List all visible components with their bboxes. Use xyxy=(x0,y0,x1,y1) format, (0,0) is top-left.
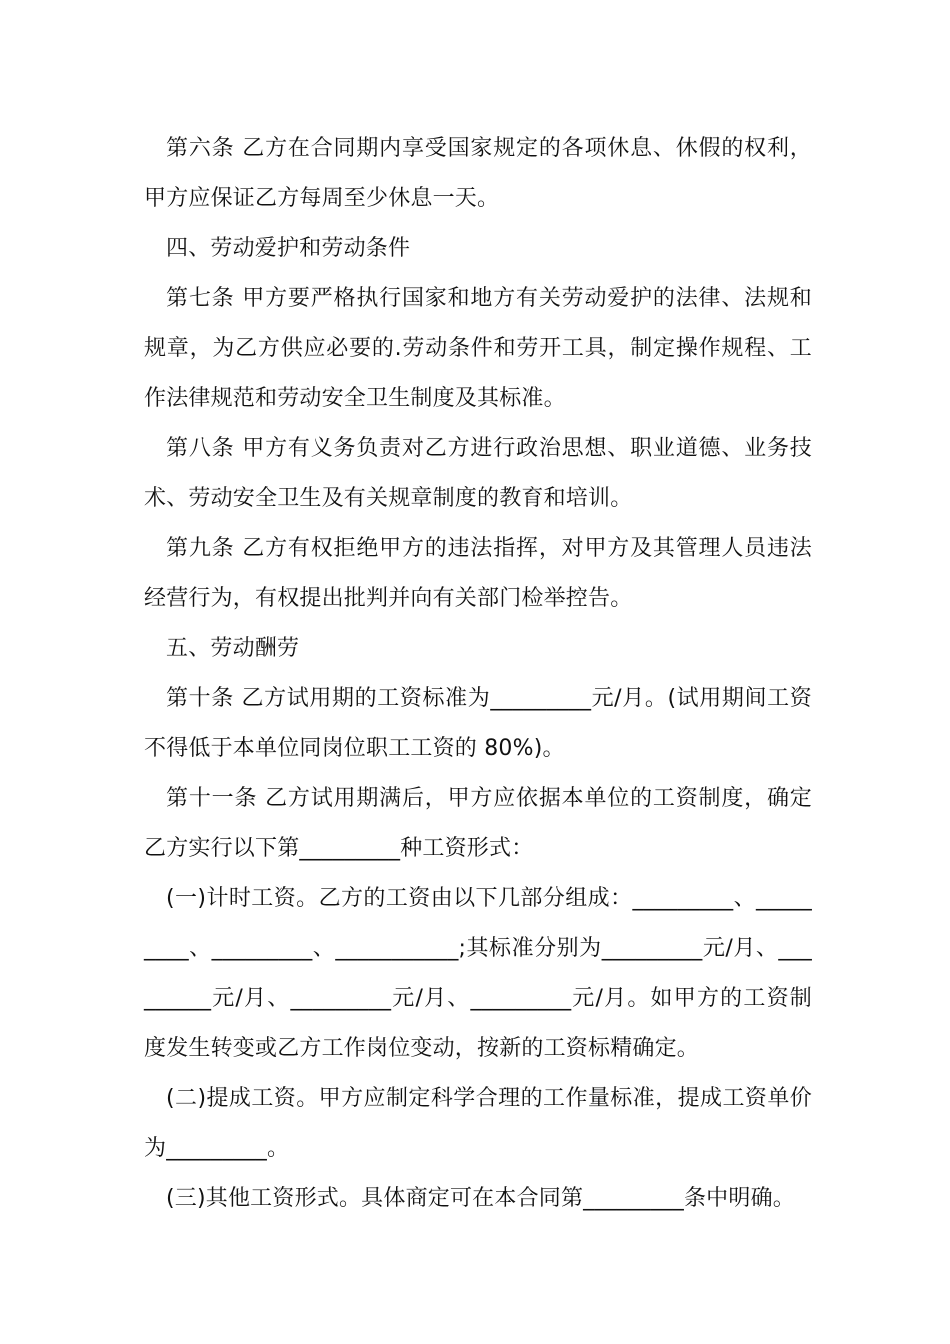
paragraph-article-7: 第七条 甲方要严格执行国家和地方有关劳动爱护的法律、法规和规章，为乙方供应必要的.劳动条件和劳开工具，制定操作规程、工作法律规范和劳动安全卫生制度及其标准。 xyxy=(144,286,812,411)
paragraph-article-9: 第九条 乙方有权拒绝甲方的违法指挥，对甲方及其管理人员违法经营行为，有权提出批判并向有关部门检举控告。 xyxy=(144,536,812,611)
paragraph-article-10: 第十条 乙方试用期的工资标准为_________元/月。(试用期间工资不得低于本单位同岗位职工工资的 80%)。 xyxy=(144,686,812,761)
paragraph-article-11: 第十一条 乙方试用期满后，甲方应依据本单位的工资制度，确定乙方实行以下第_________种工资形式： xyxy=(144,786,812,861)
paragraph-hourly-wage: (一)计时工资。乙方的工资由以下几部分组成：_________、_________、_________、___________;其标准分别为_________元/月、_________元/月、_________元/月、_________元/月。如甲方的工资制度发生转变或乙方工作岗位变动，按新的工资标精确定。 xyxy=(144,886,812,1061)
section-heading-labor-remuneration: 五、劳动酬劳 xyxy=(166,636,300,661)
paragraph-article-8: 第八条 甲方有义务负责对乙方进行政治思想、职业道德、业务技术、劳动安全卫生及有关规章制度的教育和培训。 xyxy=(144,436,812,511)
paragraph-commission-wage: (二)提成工资。甲方应制定科学合理的工作量标准，提成工资单价为_________。 xyxy=(144,1086,812,1161)
section-heading-labor-protection: 四、劳动爱护和劳动条件 xyxy=(166,236,411,261)
paragraph-other-wage: (三)其他工资形式。具体商定可在本合同第_________条中明确。 xyxy=(166,1186,795,1211)
document-body xyxy=(144,124,812,1224)
paragraph-article-6: 第六条 乙方在合同期内享受国家规定的各项休息、休假的权利，甲方应保证乙方每周至少休息一天。 xyxy=(144,136,812,211)
